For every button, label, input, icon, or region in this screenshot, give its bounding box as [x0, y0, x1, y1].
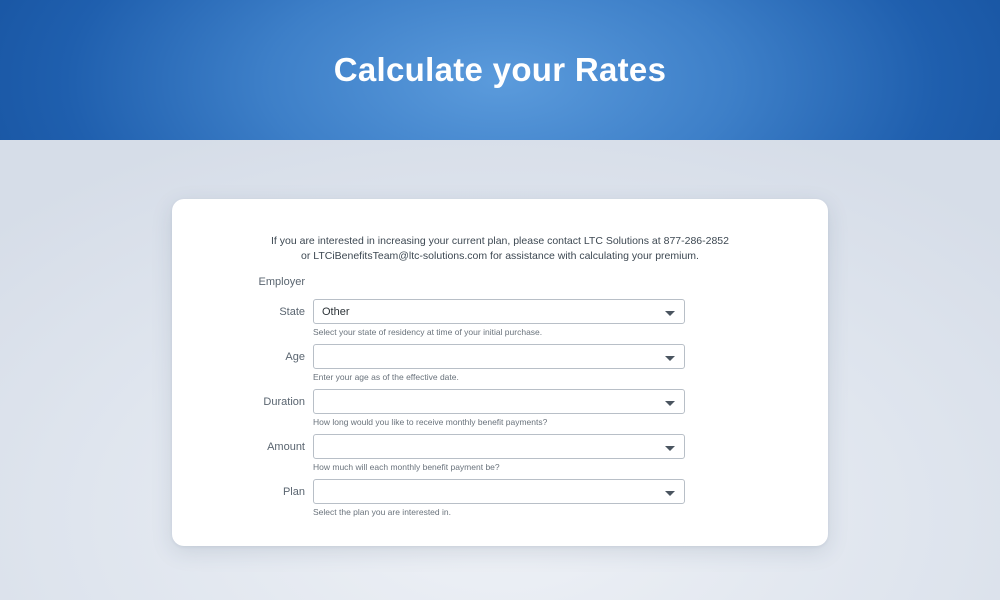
select-plan[interactable]: [313, 479, 685, 504]
page-title: Calculate your Rates: [333, 51, 667, 88]
label-age: Age: [285, 351, 305, 363]
hero-banner: [0, 0, 1000, 140]
select-amount[interactable]: [313, 434, 685, 459]
control-amount: [313, 434, 685, 472]
control-plan: [313, 479, 685, 517]
contact-notice: [232, 234, 768, 264]
form-row-employer: [172, 275, 828, 299]
control-duration: [313, 389, 685, 427]
rate-form: [172, 275, 828, 524]
select-duration[interactable]: [313, 389, 685, 414]
chevron-down-icon[interactable]: [665, 356, 675, 361]
label-employer: Employer: [258, 276, 305, 288]
chevron-down-icon[interactable]: [665, 446, 675, 451]
control-state: [313, 299, 685, 337]
label-plan: Plan: [282, 486, 305, 498]
form-row-age: [172, 344, 828, 389]
form-row-state: [172, 299, 828, 344]
select-age[interactable]: [313, 344, 685, 369]
chevron-down-icon[interactable]: [665, 491, 675, 496]
select-state-value: Other: [322, 306, 350, 318]
chevron-down-icon[interactable]: [665, 311, 675, 316]
helper-amount: How much will each monthly benefit payment be?: [313, 462, 500, 472]
label-duration: Duration: [263, 396, 305, 408]
contact-notice-line-2: or LTCiBenefitsTeam@ltc-solutions.com for assistance with calculating your premium.: [301, 250, 699, 262]
form-row-duration: [172, 389, 828, 434]
form-row-plan: [172, 479, 828, 524]
contact-notice-line-1: If you are interested in increasing your current plan, please contact LTC Solutions at 877-286-2852: [271, 235, 729, 247]
rate-calculator-card: [172, 199, 828, 546]
label-state: State: [279, 306, 305, 318]
chevron-down-icon[interactable]: [665, 401, 675, 406]
label-amount: Amount: [267, 441, 305, 453]
helper-duration: How long would you like to receive monthly benefit payments?: [313, 417, 548, 427]
helper-plan: Select the plan you are interested in.: [313, 507, 451, 517]
helper-state: Select your state of residency at time of your initial purchase.: [313, 327, 543, 337]
select-state[interactable]: [313, 299, 685, 324]
helper-age: Enter your age as of the effective date.: [313, 372, 459, 382]
control-age: [313, 344, 685, 382]
form-row-amount: [172, 434, 828, 479]
